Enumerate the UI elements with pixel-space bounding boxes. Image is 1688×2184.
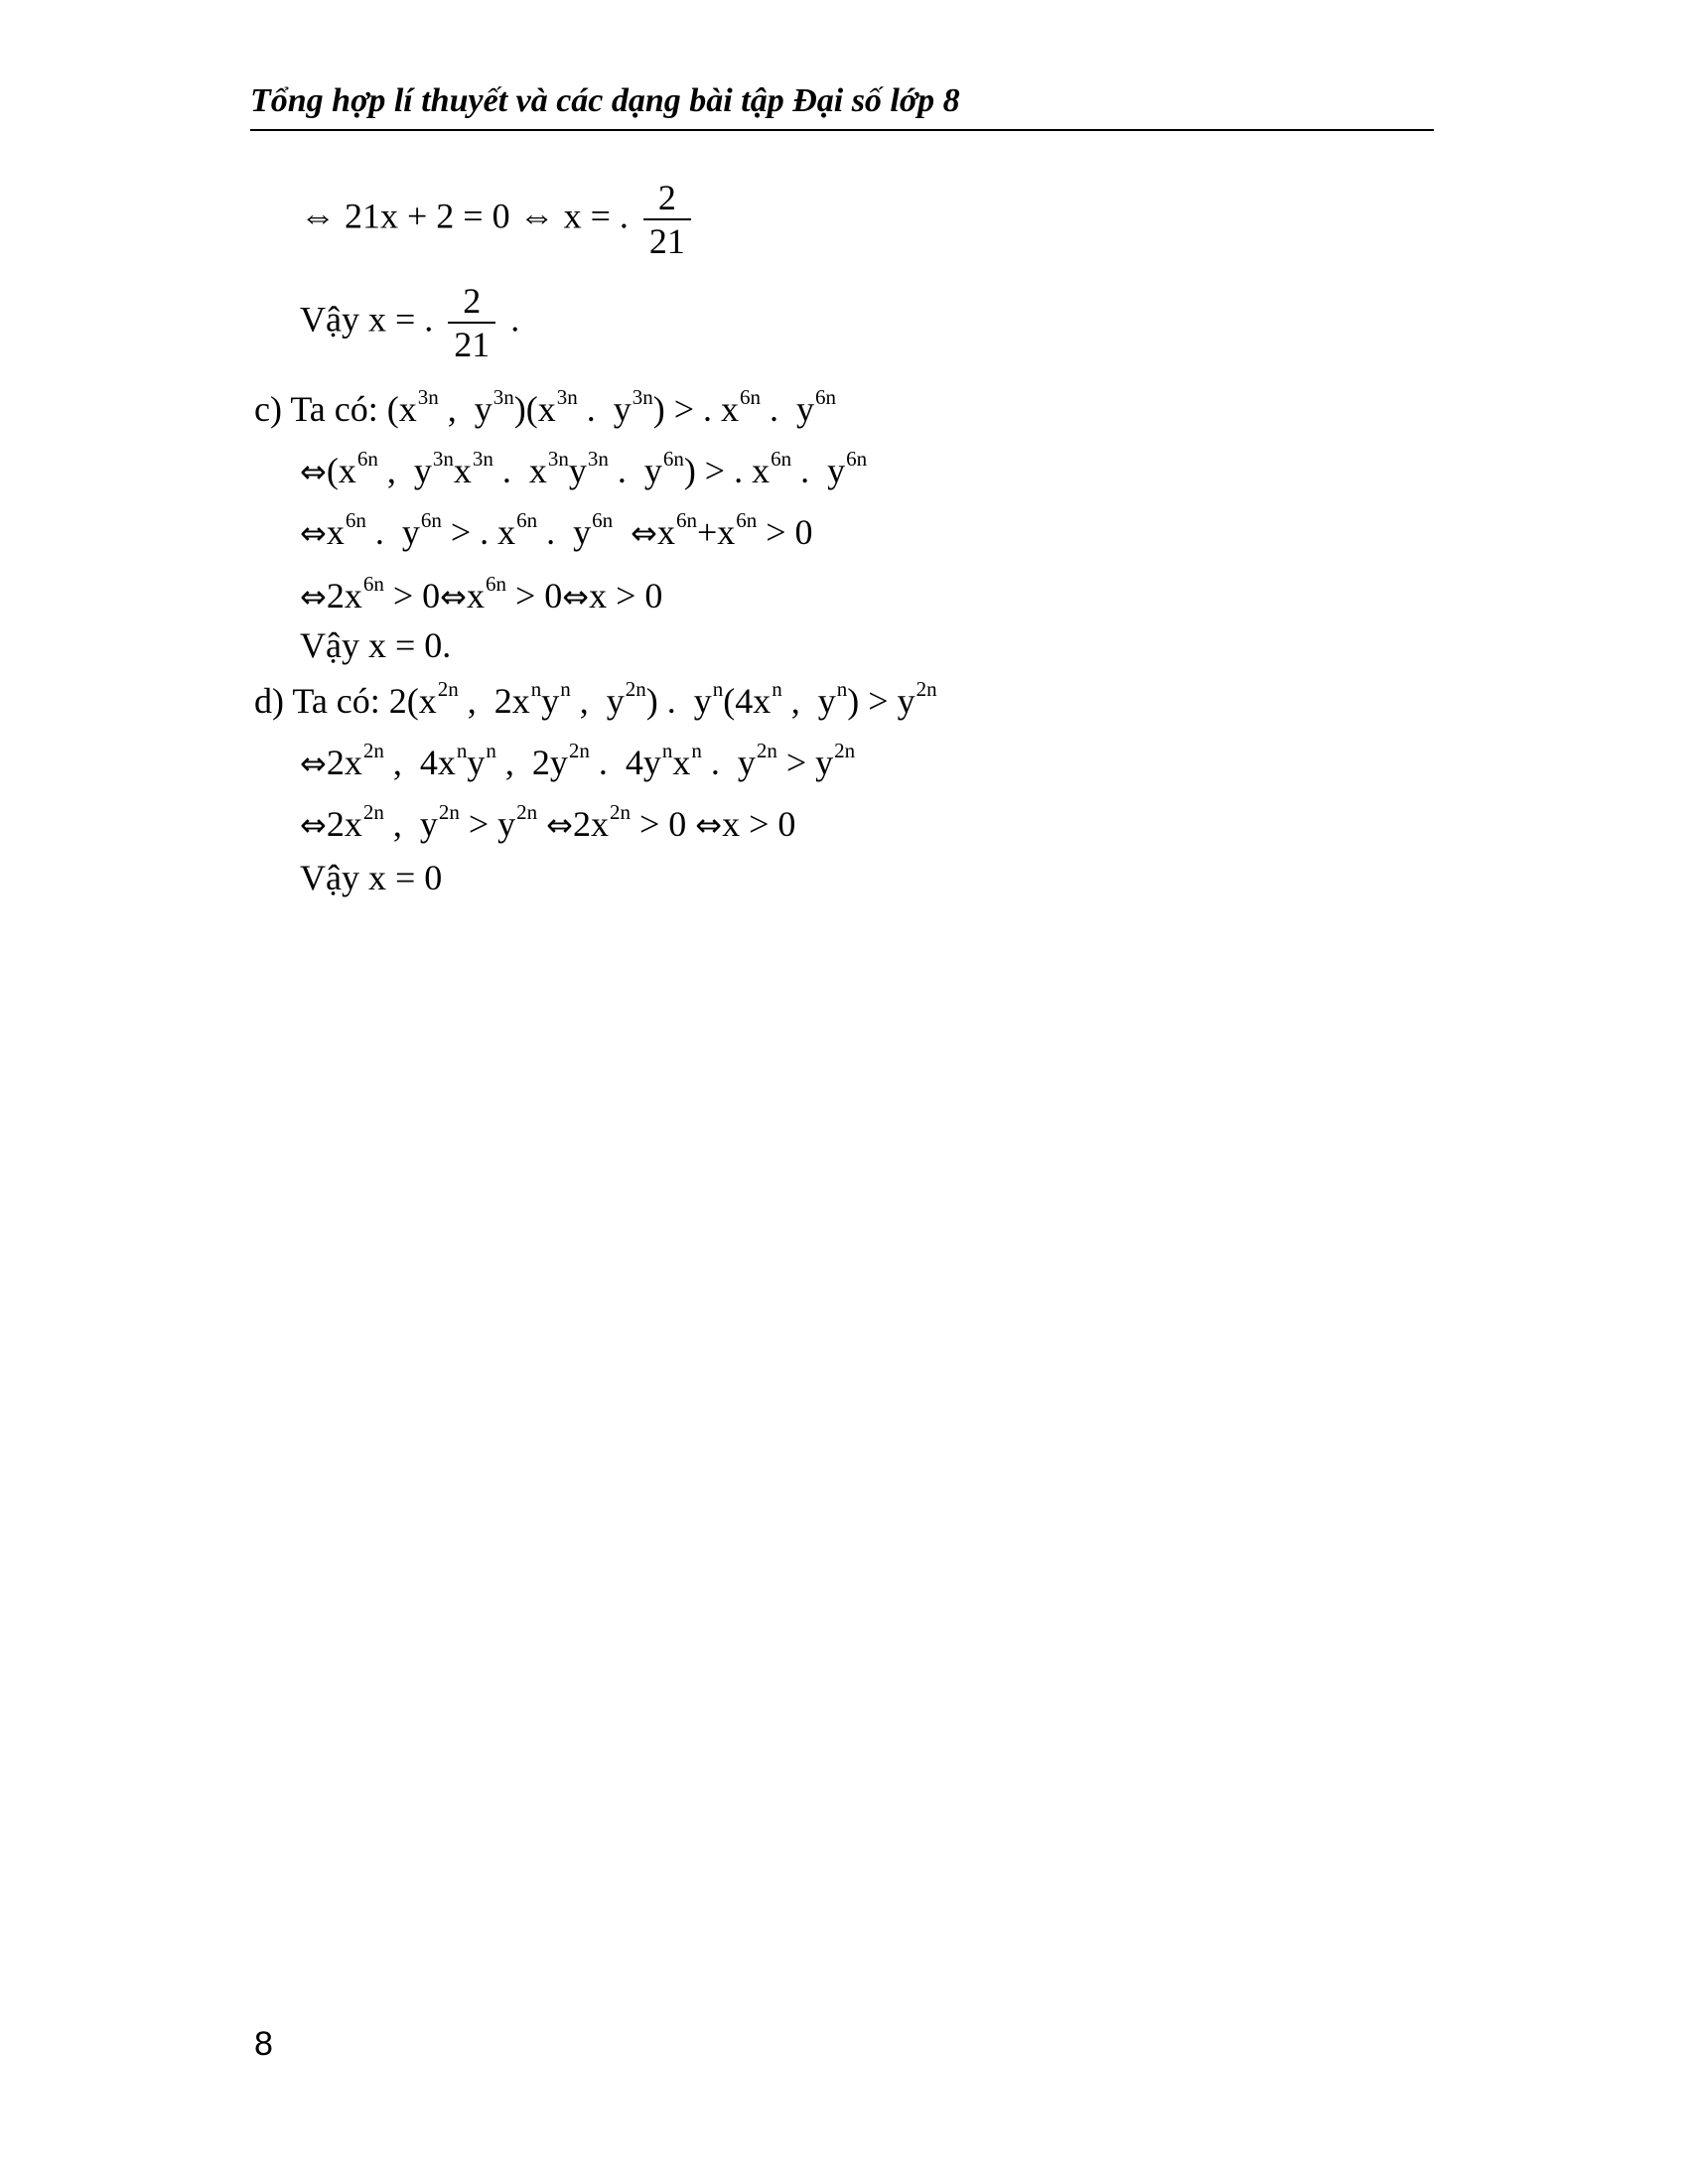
part-c-conclusion: Vậy x = 0. — [300, 625, 452, 665]
part-c-statement: c) Ta có: ($x^{3n}$ , $y^{3n})(x^{3n}$ . $y^{3n}$) > . $x^{6n}$ . $y^{6n}$ — [254, 385, 837, 429]
part-d-conclusion: Vậy x = 0 — [300, 858, 443, 897]
fraction: $\frac{2}{21}$ — [643, 177, 691, 262]
page-number: 8 — [254, 2025, 273, 2063]
header-rule — [250, 129, 1434, 131]
part-d-step-1: $\Leftrightarrow 2x^{2n}$ , $4x^ny^n$ , $2y^{2n}$ . $4y^nx^n$ . $y^{2n} > y^{2n}$ — [300, 739, 856, 782]
part-c-step-1: $\Leftrightarrow(x^{6n}$ , $y^{3n}x^{3n}$ . $x^{3n}y^{3n}$ . $y^{6n}$) > . $x^{6n}$ . $y^{6n}$ — [300, 447, 868, 490]
fraction: $\frac{2}{21}$ — [448, 280, 495, 365]
part-d-statement: d) Ta có: $2(x^{2n}$ , $2x^ny^n$ , $y^{2n}$) . $y^n(4x^n$ , $y^n) > y^{2n}$ — [254, 677, 937, 721]
page-header-title: Tổng hợp lí thuyết và các dạng bài tập Đại số lớp 8 — [250, 82, 960, 119]
part-c-label: c) Ta có: — [254, 389, 378, 429]
part-c-step-2: $\Leftrightarrow x^{6n}$ . $y^{6n}$ > . $x^{6n}$ . $y^{6n}$ $\Leftrightarrow x^{6n}+x^{6n} > 0$ — [300, 508, 813, 552]
conclusion-text: Vậy x = . — [300, 299, 434, 340]
equation-text: ⇔ 21x + 2 = 0 ⇔ x = . — [300, 196, 629, 236]
conclusion-line-1: Vậy x = . $\frac{2}{21}$ . — [300, 281, 520, 364]
part-c-step-3: $\Leftrightarrow 2x^{6n}$ > $0\Leftrightarrow x^{6n}$ > 0⇔x > 0 — [300, 572, 663, 615]
part-d-label: d) Ta có: — [254, 681, 380, 721]
part-d-step-2: $\Leftrightarrow 2x^{2n}$ , $y^{2n} > y^{2n}$ $\Leftrightarrow 2x^{2n} > 0$ ⇔x > 0 — [300, 800, 796, 844]
equation-line-1 — [300, 177, 697, 262]
